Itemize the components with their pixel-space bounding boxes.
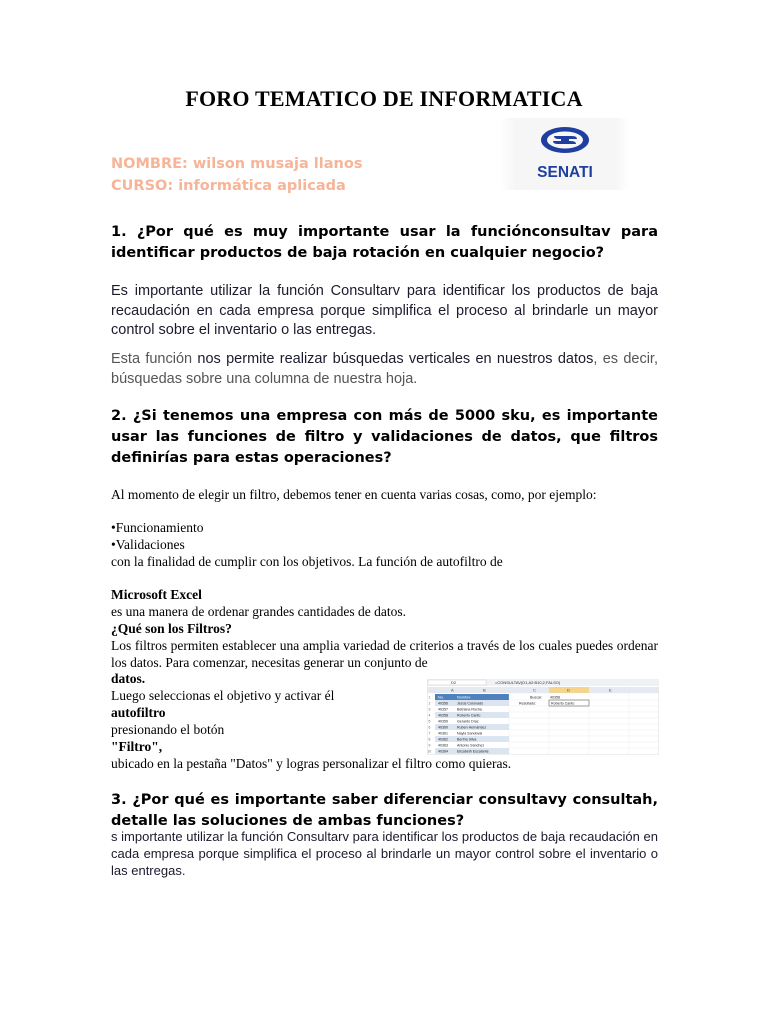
answer-2-bullet-1: •Funcionamiento bbox=[111, 520, 204, 535]
formula-text: =CONSULTAV(D1,A2:B10,2,FALSO) bbox=[495, 680, 561, 685]
column-a: A bbox=[451, 687, 454, 693]
cell-reference: D2 bbox=[451, 680, 457, 685]
press-button-line: presionando el botón bbox=[111, 722, 225, 737]
student-info bbox=[111, 153, 362, 197]
row-2-name: Betriana Rocha bbox=[457, 707, 482, 712]
question-2: 2. ¿Si tenemos una empresa con más de 5000 sku, es importante usar las funciones de filtro y validaciones de datos, que filtros definirías para estas operaciones? bbox=[111, 408, 658, 466]
question-1 bbox=[111, 222, 658, 264]
filters-question: ¿Qué son los Filtros? bbox=[111, 621, 232, 636]
question-3: 3. ¿Por qué es importante saber diferenciar consultavy consultah, detalle las soluciones de ambas funciones? bbox=[111, 792, 658, 829]
row-7-name: Bertha Silva bbox=[457, 737, 477, 742]
answer-1-part-1: Esta función bbox=[111, 351, 193, 367]
course-name: CURSO: informática aplicada bbox=[111, 178, 346, 194]
row-4-no: 40359 bbox=[438, 719, 448, 724]
row-5-name: Ruben Hernández bbox=[457, 725, 487, 730]
senati-emblem-icon bbox=[541, 127, 589, 153]
result-value: Roberto Cantú bbox=[551, 701, 575, 706]
svg-text:6: 6 bbox=[428, 725, 431, 730]
svg-text:9: 9 bbox=[428, 743, 431, 748]
answer-2-purpose: con la finalidad de cumplir con los objetivos. La función de autofiltro de bbox=[111, 554, 503, 569]
column-c: C bbox=[533, 687, 536, 693]
excel-description: es una manera de ordenar grandes cantidades de datos. bbox=[111, 604, 406, 619]
senati-logo bbox=[500, 118, 630, 190]
row-7-no: 40362 bbox=[438, 737, 448, 742]
question-1-line2: identificar productos de baja rotación en cualquier negocio? bbox=[111, 245, 605, 261]
spreadsheet-screenshot bbox=[427, 679, 659, 755]
filter-location-line: ubicado en la pestaña "Datos" y logras personalizar el filtro como quieras. bbox=[111, 756, 512, 771]
filters-description: Los filtros permiten establecer una amplia variedad de criterios a través de los cuales puedes ordenar los datos. Para comenzar, necesitas generar un conjunto de bbox=[111, 638, 658, 670]
row-9-no: 40364 bbox=[438, 749, 448, 754]
search-label: Buscar: bbox=[530, 695, 543, 700]
row-4-name: Gerardo Díaz bbox=[457, 719, 479, 724]
svg-text:1: 1 bbox=[428, 695, 431, 700]
row-2-no: 40357 bbox=[438, 707, 448, 712]
row-3-no: 40358 bbox=[438, 713, 448, 718]
svg-text:10: 10 bbox=[427, 749, 432, 754]
svg-text:8: 8 bbox=[428, 737, 431, 742]
autofiltro-label: autofiltro bbox=[111, 705, 166, 720]
answer-1-paragraph-2 bbox=[111, 350, 658, 389]
datos-label: datos. bbox=[111, 671, 146, 686]
answer-2-bullet-2: •Validaciones bbox=[111, 537, 185, 552]
svg-text:2: 2 bbox=[428, 701, 431, 706]
svg-text:7: 7 bbox=[428, 731, 431, 736]
search-value: 40358 bbox=[550, 695, 560, 700]
result-label: Resultado: bbox=[519, 701, 537, 706]
column-d: D bbox=[567, 687, 570, 693]
svg-text:4: 4 bbox=[428, 713, 431, 718]
header-no: No. bbox=[438, 695, 444, 700]
answer-2-intro: Al momento de elegir un filtro, debemos tener en cuenta varias cosas, como, por ejemplo: bbox=[111, 487, 597, 502]
row-8-no: 40363 bbox=[438, 743, 448, 748]
page-title: FORO TEMATICO DE INFORMATICA bbox=[185, 86, 583, 111]
microsoft-excel-label: Microsoft Excel bbox=[111, 587, 202, 602]
header-nombre: Nombre bbox=[457, 695, 471, 700]
filtro-button-label: "Filtro", bbox=[111, 739, 163, 754]
question-1-line1: 1. ¿Por qué es muy importante usar la funciónconsultav para bbox=[111, 224, 658, 240]
answer-1-paragraph-1: Es importante utilizar la función Consultarv para identificar los productos de baja recaudación en cada empresa porque simplifica el proceso al brindarle un mayor control sobre el inventario o las entregas. bbox=[111, 283, 658, 338]
row-6-no: 40361 bbox=[438, 731, 448, 736]
column-b: B bbox=[483, 687, 486, 693]
logo-text: SENATI bbox=[537, 164, 593, 181]
svg-text:3: 3 bbox=[428, 707, 431, 712]
answer-1-part-3: , es decir, búsquedas sobre una columna de nuestra hoja. bbox=[111, 351, 658, 387]
answer-3: s importante utilizar la función Consultarv para identificar los productos de baja recaudación en cada empresa porque simplifica el proceso al brindarle un mayor control sobre el inventario o las entregas. bbox=[111, 829, 658, 878]
row-8-name: Antonio Sánchez bbox=[457, 743, 485, 748]
row-3-name: Roberto Cantú bbox=[457, 713, 481, 718]
svg-text:5: 5 bbox=[428, 719, 431, 724]
row-6-name: Nayla Sandoval bbox=[457, 731, 483, 736]
row-1-no: 40356 bbox=[438, 701, 448, 706]
student-name: NOMBRE: wilson musaja llanos bbox=[111, 156, 363, 172]
row-5-no: 40360 bbox=[438, 725, 448, 730]
row-1-name: Jesús Coronado bbox=[457, 701, 484, 706]
row-9-name: Elizabeth Escalante bbox=[457, 749, 489, 754]
select-objective-line: Luego seleccionas el objetivo y activar él bbox=[111, 688, 335, 703]
column-e: E bbox=[609, 687, 612, 693]
answer-1-part-2: nos permite realizar búsquedas verticales en nuestros datos bbox=[192, 351, 594, 367]
